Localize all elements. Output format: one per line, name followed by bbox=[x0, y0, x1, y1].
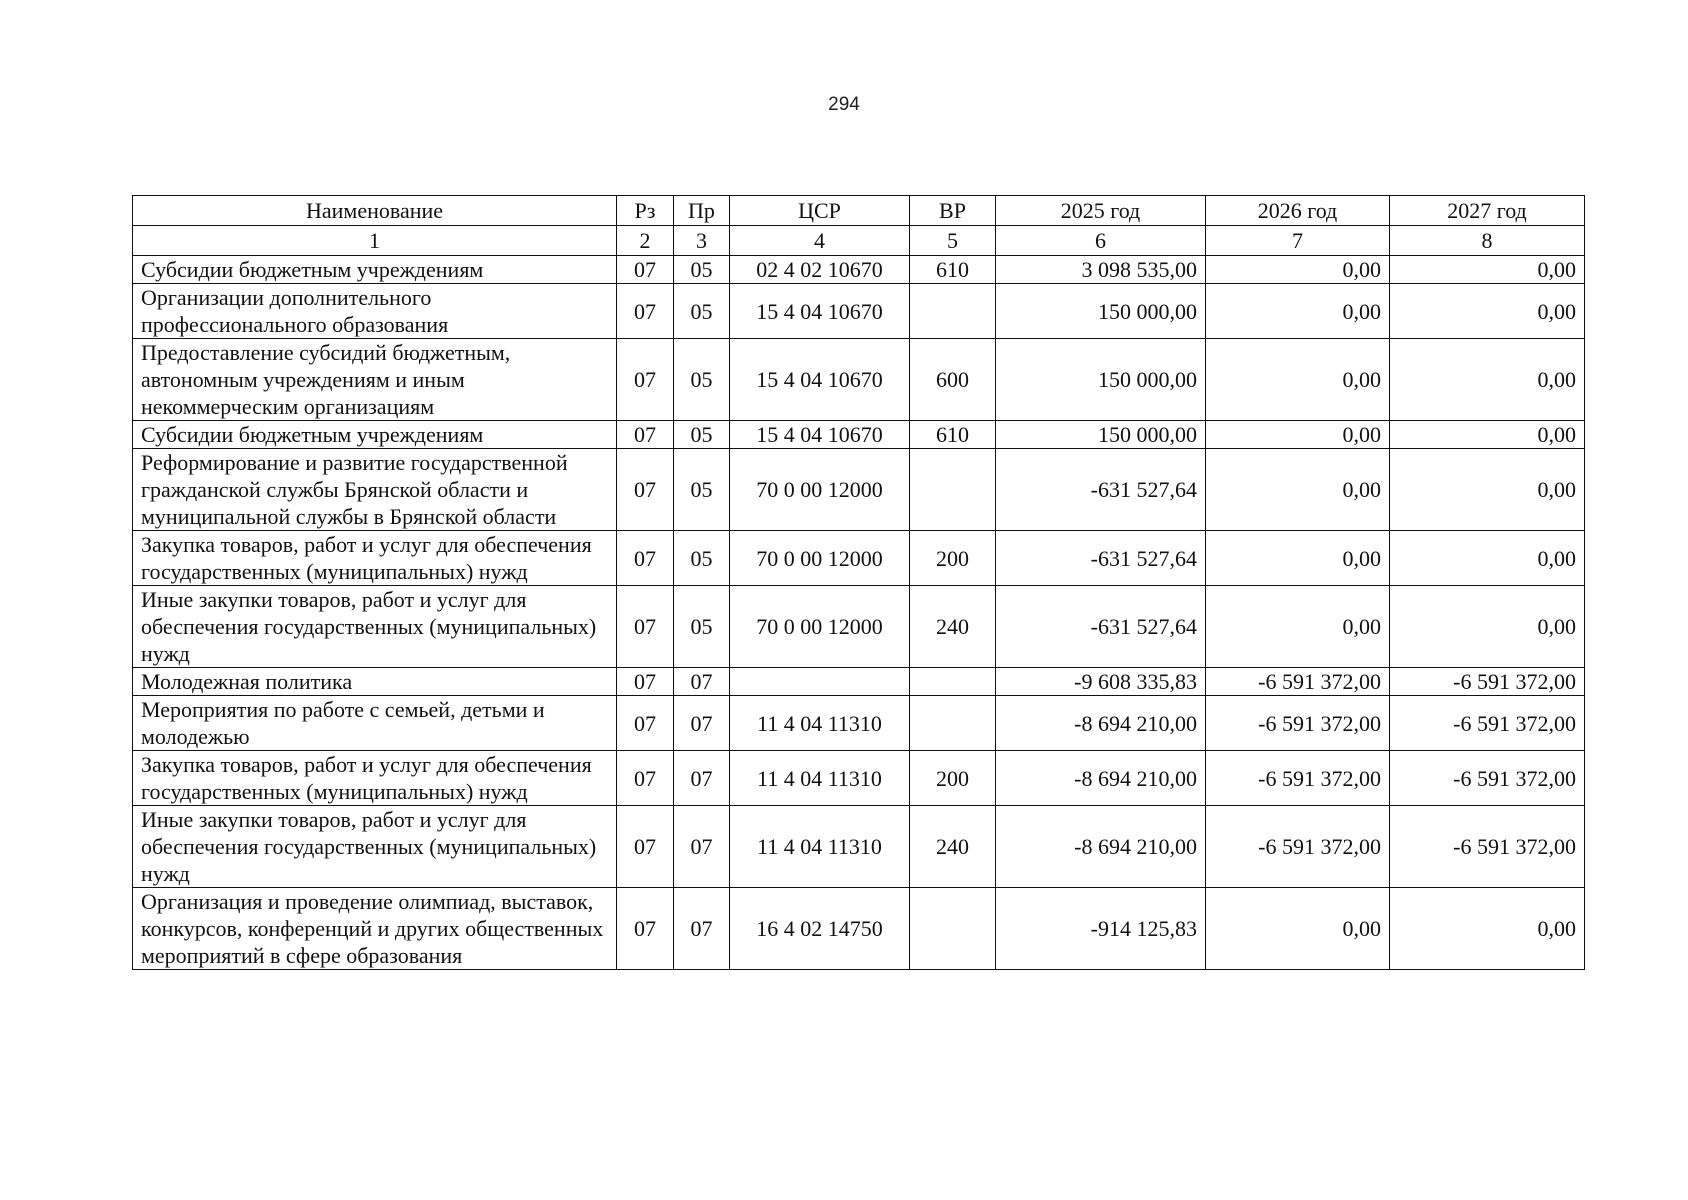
row-amount-2025: -631 527,64 bbox=[996, 449, 1206, 531]
row-rz: 07 bbox=[617, 421, 674, 449]
row-amount-2025: 150 000,00 bbox=[996, 339, 1206, 421]
row-amount-2025: -631 527,64 bbox=[996, 586, 1206, 668]
column-number: 7 bbox=[1206, 226, 1390, 256]
row-vr bbox=[910, 449, 996, 531]
header-name: Наименование bbox=[133, 196, 617, 226]
row-pr: 07 bbox=[674, 888, 730, 970]
row-vr: 240 bbox=[910, 586, 996, 668]
row-csr: 02 4 02 10670 bbox=[730, 256, 910, 284]
row-rz: 07 bbox=[617, 339, 674, 421]
row-name: Организация и проведение олимпиад, выставок, конкурсов, конференций и других общественных мероприятий в сфере образования bbox=[133, 888, 617, 970]
row-amount-2026: -6 591 372,00 bbox=[1206, 806, 1390, 888]
row-amount-2027: 0,00 bbox=[1390, 421, 1585, 449]
row-csr: 11 4 04 11310 bbox=[730, 696, 910, 751]
row-amount-2027: 0,00 bbox=[1390, 888, 1585, 970]
row-amount-2026: 0,00 bbox=[1206, 888, 1390, 970]
row-csr bbox=[730, 668, 910, 696]
row-amount-2027: -6 591 372,00 bbox=[1390, 668, 1585, 696]
table-row bbox=[133, 806, 1585, 888]
row-name: Закупка товаров, работ и услуг для обеспечения государственных (муниципальных) нужд bbox=[133, 751, 617, 806]
column-number: 2 bbox=[617, 226, 674, 256]
row-rz: 07 bbox=[617, 449, 674, 531]
row-amount-2027: -6 591 372,00 bbox=[1390, 806, 1585, 888]
table-row bbox=[133, 421, 1585, 449]
column-number: 4 bbox=[730, 226, 910, 256]
row-rz: 07 bbox=[617, 888, 674, 970]
row-rz: 07 bbox=[617, 668, 674, 696]
row-csr: 16 4 02 14750 bbox=[730, 888, 910, 970]
row-amount-2025: -914 125,83 bbox=[996, 888, 1206, 970]
table-row bbox=[133, 888, 1585, 970]
row-pr: 05 bbox=[674, 586, 730, 668]
row-pr: 07 bbox=[674, 668, 730, 696]
row-vr bbox=[910, 284, 996, 339]
table-row bbox=[133, 751, 1585, 806]
row-pr: 05 bbox=[674, 449, 730, 531]
row-amount-2026: 0,00 bbox=[1206, 586, 1390, 668]
page-number: 294 bbox=[828, 94, 860, 115]
column-number: 1 bbox=[133, 226, 617, 256]
row-amount-2026: 0,00 bbox=[1206, 531, 1390, 586]
table-row bbox=[133, 531, 1585, 586]
row-amount-2027: 0,00 bbox=[1390, 531, 1585, 586]
table-row bbox=[133, 668, 1585, 696]
row-amount-2027: 0,00 bbox=[1390, 339, 1585, 421]
row-amount-2026: -6 591 372,00 bbox=[1206, 696, 1390, 751]
row-name: Иные закупки товаров, работ и услуг для обеспечения государственных (муниципальных) нужд bbox=[133, 806, 617, 888]
header-rz: Рз bbox=[617, 196, 674, 226]
row-amount-2027: 0,00 bbox=[1390, 449, 1585, 531]
column-number-row bbox=[133, 226, 1585, 256]
row-amount-2027: 0,00 bbox=[1390, 586, 1585, 668]
row-pr: 07 bbox=[674, 696, 730, 751]
row-name: Субсидии бюджетным учреждениям bbox=[133, 256, 617, 284]
row-amount-2026: 0,00 bbox=[1206, 256, 1390, 284]
row-amount-2025: -8 694 210,00 bbox=[996, 806, 1206, 888]
row-rz: 07 bbox=[617, 751, 674, 806]
row-pr: 05 bbox=[674, 339, 730, 421]
row-csr: 70 0 00 12000 bbox=[730, 449, 910, 531]
row-rz: 07 bbox=[617, 696, 674, 751]
header-csr: ЦСР bbox=[730, 196, 910, 226]
row-amount-2025: -8 694 210,00 bbox=[996, 751, 1206, 806]
row-pr: 07 bbox=[674, 806, 730, 888]
row-amount-2025: -631 527,64 bbox=[996, 531, 1206, 586]
row-pr: 05 bbox=[674, 284, 730, 339]
row-csr: 11 4 04 11310 bbox=[730, 751, 910, 806]
row-amount-2027: 0,00 bbox=[1390, 284, 1585, 339]
row-amount-2027: 0,00 bbox=[1390, 256, 1585, 284]
budget-table bbox=[132, 195, 1585, 970]
column-number: 6 bbox=[996, 226, 1206, 256]
table-body bbox=[133, 256, 1585, 970]
row-pr: 05 bbox=[674, 531, 730, 586]
row-vr: 600 bbox=[910, 339, 996, 421]
row-vr bbox=[910, 668, 996, 696]
row-name: Иные закупки товаров, работ и услуг для обеспечения государственных (муниципальных) нужд bbox=[133, 586, 617, 668]
column-number: 3 bbox=[674, 226, 730, 256]
header-vr: ВР bbox=[910, 196, 996, 226]
header-2025: 2025 год bbox=[996, 196, 1206, 226]
header-2027: 2027 год bbox=[1390, 196, 1585, 226]
table-row bbox=[133, 696, 1585, 751]
row-amount-2026: 0,00 bbox=[1206, 284, 1390, 339]
row-csr: 15 4 04 10670 bbox=[730, 284, 910, 339]
row-rz: 07 bbox=[617, 284, 674, 339]
row-vr: 610 bbox=[910, 256, 996, 284]
row-vr bbox=[910, 696, 996, 751]
row-pr: 05 bbox=[674, 256, 730, 284]
row-amount-2026: 0,00 bbox=[1206, 421, 1390, 449]
header-pr: Пр bbox=[674, 196, 730, 226]
row-pr: 07 bbox=[674, 751, 730, 806]
table-row bbox=[133, 339, 1585, 421]
header-2026: 2026 год bbox=[1206, 196, 1390, 226]
table-row bbox=[133, 284, 1585, 339]
row-name: Субсидии бюджетным учреждениям bbox=[133, 421, 617, 449]
row-amount-2025: 3 098 535,00 bbox=[996, 256, 1206, 284]
row-rz: 07 bbox=[617, 586, 674, 668]
row-rz: 07 bbox=[617, 531, 674, 586]
row-amount-2027: -6 591 372,00 bbox=[1390, 751, 1585, 806]
row-vr: 240 bbox=[910, 806, 996, 888]
row-vr: 610 bbox=[910, 421, 996, 449]
row-pr: 05 bbox=[674, 421, 730, 449]
row-amount-2027: -6 591 372,00 bbox=[1390, 696, 1585, 751]
table-row bbox=[133, 256, 1585, 284]
column-number: 8 bbox=[1390, 226, 1585, 256]
row-csr: 70 0 00 12000 bbox=[730, 531, 910, 586]
row-amount-2025: 150 000,00 bbox=[996, 284, 1206, 339]
row-amount-2026: 0,00 bbox=[1206, 339, 1390, 421]
row-name: Молодежная политика bbox=[133, 668, 617, 696]
row-amount-2026: -6 591 372,00 bbox=[1206, 751, 1390, 806]
row-csr: 11 4 04 11310 bbox=[730, 806, 910, 888]
row-csr: 70 0 00 12000 bbox=[730, 586, 910, 668]
row-amount-2026: -6 591 372,00 bbox=[1206, 668, 1390, 696]
row-csr: 15 4 04 10670 bbox=[730, 421, 910, 449]
header-row bbox=[133, 196, 1585, 226]
row-csr: 15 4 04 10670 bbox=[730, 339, 910, 421]
row-rz: 07 bbox=[617, 806, 674, 888]
row-vr: 200 bbox=[910, 751, 996, 806]
row-name: Закупка товаров, работ и услуг для обеспечения государственных (муниципальных) нужд bbox=[133, 531, 617, 586]
row-amount-2026: 0,00 bbox=[1206, 449, 1390, 531]
row-name: Мероприятия по работе с семьей, детьми и молодежью bbox=[133, 696, 617, 751]
row-vr: 200 bbox=[910, 531, 996, 586]
row-name: Предоставление субсидий бюджетным, автономным учреждениям и иным некоммерческим организациям bbox=[133, 339, 617, 421]
row-rz: 07 bbox=[617, 256, 674, 284]
row-name: Реформирование и развитие государственной гражданской службы Брянской области и муниципальной службы в Брянской области bbox=[133, 449, 617, 531]
row-name: Организации дополнительного профессионального образования bbox=[133, 284, 617, 339]
table-row bbox=[133, 586, 1585, 668]
row-amount-2025: -8 694 210,00 bbox=[996, 696, 1206, 751]
row-amount-2025: 150 000,00 bbox=[996, 421, 1206, 449]
column-number: 5 bbox=[910, 226, 996, 256]
row-vr bbox=[910, 888, 996, 970]
row-amount-2025: -9 608 335,83 bbox=[996, 668, 1206, 696]
table-row bbox=[133, 449, 1585, 531]
